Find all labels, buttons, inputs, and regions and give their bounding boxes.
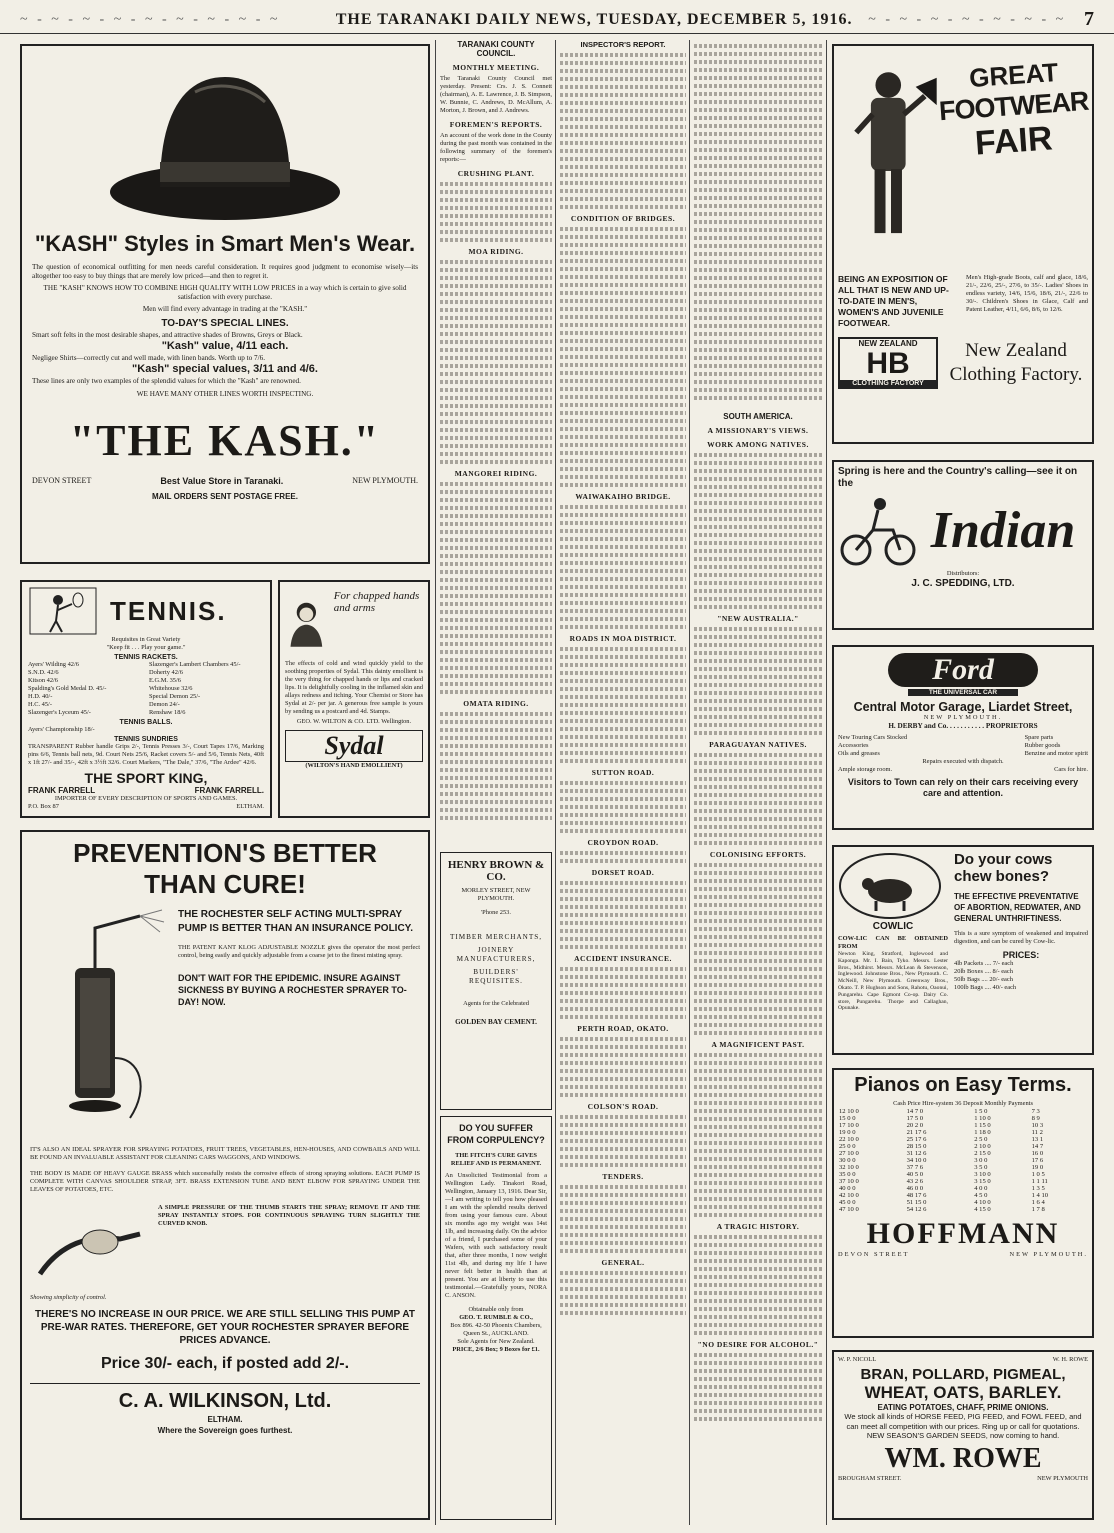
cowlic-advertisement xyxy=(832,845,1094,1055)
pianos-headline: Pianos on Easy Terms. xyxy=(854,1074,1072,1096)
piano-price-cell: 54 12 6 xyxy=(906,1206,927,1213)
racket-item: Whitehouse 32/6 xyxy=(149,685,193,692)
article-text-lines xyxy=(560,881,686,949)
racket-item: Slazenger's Lambert Chambers 45/- xyxy=(149,661,241,668)
wilkinson-company: C. A. WILKINSON, Ltd. xyxy=(30,1383,420,1413)
piano-price-cell: 1 1 11 xyxy=(1031,1178,1048,1185)
racket-item: Special Demon 25/- xyxy=(149,693,201,700)
sa-subhead-colonising: COLONISING EFFORTS. xyxy=(709,850,807,859)
hb-logo xyxy=(838,337,938,389)
county-subhead-moa: MOA RIDING. xyxy=(468,247,524,256)
rowe-street: BROUGHAM STREET. xyxy=(838,1474,902,1482)
tennis-box: P.O. Box 87 xyxy=(28,803,59,810)
piano-price-cell: 4 10 0 xyxy=(974,1199,991,1206)
piano-price-cell: 2 10 0 xyxy=(974,1143,991,1150)
piano-price-cell: 10 3 xyxy=(1031,1122,1044,1129)
sa-subhead-natives: PARAGUAYAN NATIVES. xyxy=(709,740,807,749)
rowe-line-bran: BRAN, POLLARD, PIGMEAL, xyxy=(860,1366,1066,1383)
county-subhead-meeting: MONTHLY MEETING. xyxy=(452,63,540,72)
piano-price-cell: 1 6 4 xyxy=(1031,1199,1045,1206)
inspector-subhead-dorset: DORSET ROAD. xyxy=(591,868,655,877)
ford-touring-cars: New Touring Cars Stocked xyxy=(838,734,908,741)
piano-price-cell: 2 5 0 xyxy=(974,1136,988,1143)
column-rule xyxy=(689,40,690,1525)
article-text-lines xyxy=(560,851,686,863)
rochester-price-note: THERE'S NO INCREASE IN OUR PRICE. WE ARE STILL SELLING THIS PUMP AT PRE-WAR RATES. THEREFORE, GET YOUR ROCHESTER SPRAYER BEFORE PRICES ADVANCE. xyxy=(35,1309,415,1346)
sydal-footer: (WILTON'S HAND EMOLLIENT) xyxy=(305,762,403,769)
ford-slogan: Visitors to Town can rely on their cars receiving every care and attention. xyxy=(847,777,1079,798)
piano-price-row xyxy=(838,1185,1088,1192)
kash-more-lines: WE HAVE MANY OTHER LINES WORTH INSPECTING. xyxy=(136,390,314,398)
rowe-town: NEW PLYMOUTH xyxy=(1037,1474,1088,1482)
motorcycle-rider-illustration xyxy=(838,490,918,570)
piano-price-cell: 28 15 0 xyxy=(906,1143,927,1150)
county-subhead-crushing: CRUSHING PLANT. xyxy=(457,169,535,178)
corpulency-sole-agents: Sole Agents for New Zealand. xyxy=(457,1338,535,1345)
piano-price-cell: 3 15 0 xyxy=(974,1178,991,1185)
cowlic-logo-text: COWLIC xyxy=(872,921,914,932)
masthead-title: THE TARANAKI DAILY NEWS, TUESDAY, DECEMBER 5, 1916. xyxy=(335,10,853,28)
ford-oils: Oils and greases xyxy=(838,750,880,757)
piano-price-cell: 27 10 0 xyxy=(839,1150,859,1157)
article-text-lines xyxy=(694,453,822,609)
rochester-uses: IT'S ALSO AN IDEAL SPRAYER FOR SPRAYING POTATOES, FRUIT TREES, VEGETABLES, HEN-HOUSES, AND COWBAILS AND WILL BE FOUND AN INVALUABLE ASSISTANT FOR CLEANING CARS WAGGONS, AND WINDOWS. xyxy=(30,1146,420,1161)
racket-item: S.N.D. 42/6 xyxy=(28,669,59,676)
racket-item: E.G.M. 35/6 xyxy=(149,677,181,684)
piano-price-row xyxy=(838,1171,1088,1178)
piano-price-cell: 3 10 0 xyxy=(974,1171,991,1178)
kash-town: NEW PLYMOUTH. xyxy=(352,476,418,485)
article-text-lines xyxy=(694,1053,822,1217)
kash-store-name: "THE KASH." xyxy=(69,416,381,465)
article-text-lines xyxy=(560,1185,686,1253)
indian-motorcycle-advertisement xyxy=(832,460,1094,630)
piano-price-cell: 11 2 xyxy=(1031,1129,1043,1136)
kash-special-felts: Smart soft felts in the most desirable shapes, and attractive shades of Browns, Greys or Black. xyxy=(32,331,303,339)
thumb-control-illustration xyxy=(30,1204,150,1294)
piano-price-cell: 14 7 0 xyxy=(906,1108,924,1115)
rowe-line-potatoes: EATING POTATOES, CHAFF, PRIME ONIONS. xyxy=(877,1403,1049,1412)
article-text-lines xyxy=(694,44,822,400)
article-text-lines xyxy=(560,781,686,833)
piano-price-cell: 3 5 0 xyxy=(974,1164,988,1171)
kash-intro: The question of economical outfitting for men needs careful consideration. It requires good judgment to economise wisely—its altogether too easy to buy things that are merely low priced—and then to regret it. xyxy=(32,263,418,280)
kash-specials-heading: TO-DAY'S SPECIAL LINES. xyxy=(161,318,289,329)
kash-special-shirts: Negligee Shirts—correctly cut and well made, with linen bands. Worth up to 7/6. xyxy=(32,354,266,362)
south-america-article xyxy=(694,40,822,1520)
piano-price-row xyxy=(838,1122,1088,1129)
piano-price-cell: 37 10 0 xyxy=(839,1178,859,1185)
inspector-heading: INSPECTOR'S REPORT. xyxy=(580,40,666,49)
hb-logo-factory: CLOTHING FACTORY xyxy=(840,380,936,387)
masthead-ornament-left: ~ - ~ - ~ - ~ - ~ - ~ - ~ - ~ - ~ xyxy=(20,11,281,27)
henry-brown-address: MORLEY STREET, NEW PLYMOUTH. xyxy=(461,887,531,902)
piano-price-row xyxy=(838,1192,1088,1199)
footwear-price-list: Men's High-grade Boots, calf and glace, 18/6, 21/-, 22/6, 25/-, 27/6, to 35/-. Ladies' Shoes in endless variety, 14/6, 15/6, 18/6, 21/-, 22/6 to 30/-. Children's Shoes in Glace, Calf and Patent Leather, 4/11, 6/6, 8/6, to 12/6. xyxy=(966,274,1088,313)
piano-price-cell: 45 0 0 xyxy=(839,1199,856,1206)
corpulency-agent-address: Box 896. 42-50 Phoenix Chambers, Queen St., AUCKLAND. xyxy=(450,1322,542,1337)
ford-town: NEW PLYMOUTH. xyxy=(923,714,1003,721)
column-rule xyxy=(826,40,827,1525)
piano-price-row xyxy=(838,1157,1088,1164)
sydal-advertisement xyxy=(278,580,430,818)
central-motor-garage: Central Motor Garage, Liardet Street, xyxy=(853,700,1073,714)
article-text-lines xyxy=(694,1353,822,1421)
henry-brown-builders: BUILDERS' REQUISITES. xyxy=(469,968,523,985)
woman-portrait-illustration xyxy=(285,586,328,658)
rowe-stock-text: We stock all kinds of HORSE FEED, PIG FEED, and FOWL FEED, and can meet all competition with our prices. Ring up or call for quotations. xyxy=(844,1412,1082,1431)
ford-benzine: Benzine and motor spirit xyxy=(1024,750,1088,757)
piano-price-cell: 1 7 8 xyxy=(1031,1206,1045,1213)
cowlic-price-item: 100lb Bags .... 40/- each xyxy=(954,984,1017,991)
corpulency-heading: DO YOU SUFFER FROM CORPULENCY? xyxy=(447,1123,545,1145)
piano-price-cell: 8 9 xyxy=(1031,1115,1040,1122)
cowlic-price-list xyxy=(954,960,1088,992)
ford-garage-advertisement xyxy=(832,645,1094,830)
piano-price-cell: 48 17 6 xyxy=(906,1192,927,1199)
cowlic-prices-heading: PRICES: xyxy=(1002,950,1040,960)
wilkinson-tagline: Where the Sovereign goes furthest. xyxy=(157,1426,293,1435)
tennis-rackets-list xyxy=(28,661,264,717)
rochester-epidemic-text: DON'T WAIT FOR THE EPIDEMIC. INSURE AGAINST SICKNESS BY BUYING A ROCHESTER SPRAYER TO-DAY! NOW. xyxy=(178,973,407,1007)
corpulency-price: PRICE, 2/6 Box; 9 Boxes for £1. xyxy=(452,1346,540,1353)
sa-subhead-new-australia: "NEW AUSTRALIA." xyxy=(717,614,799,623)
nz-clothing-factory-advertisement xyxy=(832,44,1094,444)
inspector-subhead-colson: COLSON'S ROAD. xyxy=(587,1102,659,1111)
racket-item: Doherty 42/6 xyxy=(149,669,183,676)
cowlic-headline: Do your cows chew bones? xyxy=(954,851,1053,885)
racket-item: Demon 24/- xyxy=(149,701,180,708)
rochester-price: Price 30/- each, if posted add 2/-. xyxy=(100,1355,350,1372)
kash-advantage-line: Men will find every advantage in trading at the "KASH." xyxy=(142,305,308,313)
henry-brown-cement: GOLDEN BAY CEMENT. xyxy=(455,1018,537,1026)
piano-price-cell: 22 10 0 xyxy=(839,1136,859,1143)
piano-price-cell: 4 15 0 xyxy=(974,1206,991,1213)
article-text-lines xyxy=(694,863,822,1035)
piano-price-row xyxy=(838,1108,1088,1115)
tennis-balls-heading: TENNIS BALLS. xyxy=(119,719,173,726)
cowlic-symptom: This is a sure symptom of weakened and impaired digestion, and can be cured by Cow-lic. xyxy=(954,930,1088,945)
article-text-lines xyxy=(694,1235,822,1335)
racket-item: Kitson 42/6 xyxy=(28,677,59,684)
article-text-lines xyxy=(440,182,552,242)
kash-headline: "KASH" Styles in Smart Men's Wear. xyxy=(34,231,416,256)
sa-subhead-alcohol: "NO DESIRE FOR ALCOHOL." xyxy=(697,1340,819,1349)
inspector-subhead-perth: PERTH ROAD, OKATO. xyxy=(577,1024,669,1033)
piano-price-row xyxy=(838,1164,1088,1171)
page-number: 7 xyxy=(1084,8,1094,30)
indian-distributors-label: Distributors: xyxy=(946,570,980,577)
man-with-boots-illustration xyxy=(838,50,939,270)
article-text-lines xyxy=(560,647,686,763)
ford-hire: Cars for hire. xyxy=(1054,766,1088,773)
piano-price-cell: 1 18 0 xyxy=(974,1129,991,1136)
rochester-side-pitch: THE ROCHESTER SELF ACTING MULTI-SPRAY PUMP IS BETTER THAN AN INSURANCE POLICY. xyxy=(178,909,414,934)
piano-price-cell: 17 6 xyxy=(1031,1157,1044,1164)
racket-item: H.C. 45/- xyxy=(28,701,52,708)
cowlic-agents: Newton King, Stratford, Inglewood and Kaponga. Mr. I. Bain, Tyko. Messrs. Lester Bros., Midhirst. Messrs. McLean & Stevenson, Inglewood. Johnstone Bros., New Plymouth. C. McNeill, New Plymouth. Greenway Bros., Okato. T. P. Hughson and Sons, Rahotu, Oaonui, Pungarehu. Cape Egmont Co-op. Dairy Co. store, Pungarehu. Thorpe and Callaghan, Opunake. xyxy=(838,951,948,1012)
column-rule xyxy=(435,40,436,1525)
piano-price-cell: 34 10 0 xyxy=(906,1157,927,1164)
rochester-body-text: THE BODY IS MADE OF HEAVY GAUGE BRASS which successfully resists the corrosive effects of strong spraying solutions. EACH PUMP IS COMPLETE WITH CANVAS SHOULDER STRAP, 3FT. BRASS EXTENSION TUBE AND BENT ELBOW FOR SPRAYING UNDER THE LEAVES OF POTATOES, ETC. xyxy=(30,1170,420,1193)
sydal-brand: Sydal xyxy=(285,730,423,762)
hat-illustration xyxy=(105,52,345,227)
piano-price-cell: 51 15 0 xyxy=(906,1199,927,1206)
corpulency-obtain: Obtainable only from xyxy=(468,1306,524,1313)
masthead-ornament-right: ~ - ~ - ~ - ~ - ~ - ~ - ~ xyxy=(868,11,1067,27)
rowe-seeds-text: NEW SEASON'S GARDEN SEEDS, now coming to hand. xyxy=(866,1431,1060,1440)
cowlic-price-item: 20lb Boxes .... 8/- each xyxy=(954,968,1013,975)
piano-price-cell: 42 10 0 xyxy=(839,1192,859,1199)
inspector-subhead-tenders: TENDERS. xyxy=(602,1172,644,1181)
south-america-heading: SOUTH AMERICA. xyxy=(723,412,793,421)
hoffmann-brand: HOFFMANN xyxy=(866,1217,1060,1250)
piano-price-cell: 40 0 0 xyxy=(839,1185,856,1192)
inspector-subhead-waiwakaiho: WAIWAKAIHO BRIDGE. xyxy=(575,492,671,501)
article-text-lines xyxy=(560,227,686,487)
tennis-subtitle: Requisites in Great Variety xyxy=(111,636,181,643)
pianos-price-table xyxy=(838,1108,1088,1213)
county-subhead-reports: FOREMEN'S REPORTS. xyxy=(449,120,543,129)
piano-price-cell: 12 10 0 xyxy=(839,1108,859,1115)
piano-price-cell: 17 5 0 xyxy=(906,1115,924,1122)
tennis-player-illustration xyxy=(28,586,98,636)
inspector-subhead-sutton: SUTTON ROAD. xyxy=(591,768,655,777)
inspector-subhead-general: GENERAL. xyxy=(601,1258,645,1267)
cowlic-obtain-heading: COW-LIC CAN BE OBTAINED FROM xyxy=(838,935,948,950)
article-text-lines xyxy=(560,1037,686,1097)
piano-price-cell: 1 0 5 xyxy=(1031,1171,1045,1178)
cowlic-preventative: THE EFFECTIVE PREVENTATIVE OF ABORTION, REDWATER, AND GENERAL UNTHRIFTINESS. xyxy=(954,892,1081,923)
piano-price-cell: 19 0 xyxy=(1031,1164,1044,1171)
wilkinson-town: ELTHAM. xyxy=(207,1415,243,1424)
cowlic-price-item: 4lb Packets .... 7/- each xyxy=(954,960,1014,967)
county-subhead-omata: OMATA RIDING. xyxy=(463,699,529,708)
piano-price-cell: 32 10 0 xyxy=(839,1164,859,1171)
tennis-owner-right: FRANK FARRELL. xyxy=(194,786,264,795)
rochester-headline-2: THAN CURE! xyxy=(144,869,306,899)
rowe-left-name: W. P. NICOLL xyxy=(838,1356,877,1363)
tennis-advertisement xyxy=(20,580,272,818)
ford-spare-parts: Spare parts xyxy=(1024,734,1054,741)
hoffmann-street: DEVON STREET xyxy=(838,1251,910,1258)
piano-price-cell: 3 0 0 xyxy=(974,1157,988,1164)
column-rule xyxy=(555,40,556,1525)
piano-price-cell: 31 12 6 xyxy=(906,1150,927,1157)
sa-subhead-past: A MAGNIFICENT PAST. xyxy=(711,1040,805,1049)
ford-logo-text: Ford xyxy=(932,653,994,686)
cowlic-price-item: 50lb Bags .... 20/- each xyxy=(954,976,1013,983)
sa-subhead-missionary: A MISSIONARY'S VIEWS. xyxy=(707,426,809,435)
kash-special-felts-price: "Kash" value, 4/11 each. xyxy=(161,340,289,352)
rowe-line-wheat: WHEAT, OATS, BARLEY. xyxy=(864,1383,1062,1402)
piano-price-row xyxy=(838,1178,1088,1185)
piano-price-row xyxy=(838,1129,1088,1136)
henry-brown-name: HENRY BROWN & CO. xyxy=(447,859,545,883)
racket-item: H.D. 40/- xyxy=(28,693,53,700)
tennis-title: TENNIS. xyxy=(110,595,227,626)
piano-price-cell: 1 10 0 xyxy=(974,1115,991,1122)
piano-price-cell: 25 0 0 xyxy=(839,1143,856,1150)
piano-price-cell: 1 3 5 xyxy=(1031,1185,1045,1192)
rochester-nozzle-text: THE PATENT KANT KLOG ADJUSTABLE NOZZLE gives the operator the most perfect control, being easily and quickly adjustable from a coarse jet to the finest misting spray. xyxy=(178,944,420,959)
footwear-banner-footwear: FOOTWEAR xyxy=(937,85,1089,127)
article-text-lines xyxy=(694,753,822,845)
rowe-name: WM. ROWE xyxy=(884,1442,1042,1474)
tennis-balls: Ayers' Championship 18/- xyxy=(28,726,95,733)
tennis-rackets-heading: TENNIS RACKETS. xyxy=(114,654,178,661)
indian-distributor-company: J. C. SPEDDING, LTD. xyxy=(911,578,1015,589)
ford-storage: Ample storage room. xyxy=(838,766,893,773)
nz-clothing-factory-title: New Zealand Clothing Factory. xyxy=(949,340,1083,385)
henry-brown-agents: Agents for the Celebrated xyxy=(463,1000,529,1007)
inspector-subhead-moa-roads: ROADS IN MOA DISTRICT. xyxy=(569,634,677,643)
footwear-banner-great: GREAT xyxy=(967,56,1059,94)
county-paragraph-summary: An account of the work done in the County during the past month was contained in the following summary of the foremen's reports:— xyxy=(440,132,552,163)
inspector-subhead-croydon: CROYDON ROAD. xyxy=(587,838,659,847)
piano-price-cell: 1 5 0 xyxy=(974,1108,988,1115)
article-text-lines xyxy=(560,1271,686,1315)
piano-price-cell: 4 0 0 xyxy=(974,1185,988,1192)
article-text-lines xyxy=(440,712,552,820)
sa-subhead-work: WORK AMONG NATIVES. xyxy=(707,440,809,449)
kash-advertisement xyxy=(20,44,430,564)
kash-street: DEVON STREET xyxy=(32,476,92,485)
piano-price-cell: 20 2 0 xyxy=(906,1122,924,1129)
article-text-lines xyxy=(560,53,686,209)
rochester-thumb-text: A SIMPLE PRESSURE OF THE THUMB STARTS THE SPRAY; REMOVE IT AND THE SPRAY INSTANTLY STOPS. FOR CONTINUOUS SPRAYING TURN SLIGHTLY THE CURVED KNOB. xyxy=(158,1204,420,1227)
ford-repairs: Repairs executed with dispatch. xyxy=(922,758,1004,765)
sport-king-name: THE SPORT KING, xyxy=(84,770,208,786)
piano-price-cell: 14 7 xyxy=(1031,1143,1044,1150)
piano-price-cell: 37 7 6 xyxy=(906,1164,924,1171)
corpulency-advertisement xyxy=(440,1116,552,1520)
henry-brown-timber: TIMBER MERCHANTS, xyxy=(449,933,543,941)
sydal-text: The effects of cold and wind quickly yield to the soothing properties of Sydal. This dainty emollient is the very thing for chapped hands or lips and cracked lips. It is delightfully cooling in the inflamed skin and allays redness and itching. Your Chemist or Store has Sydal at 2/- per jar. A generous free sample is yours by sending us a postcard and 4d. Stamps. xyxy=(285,660,423,715)
kash-special-shirts-price: "Kash" special values, 3/11 and 4/6. xyxy=(132,363,318,375)
racket-item: Renshaw 18/6 xyxy=(149,709,186,716)
masthead xyxy=(0,6,1114,34)
hoffmann-town: NEW PLYMOUTH. xyxy=(1009,1251,1088,1258)
piano-price-cell: 30 0 0 xyxy=(839,1157,856,1164)
piano-price-cell: 1 4 10 xyxy=(1031,1192,1049,1199)
inspector-subhead-bridges: CONDITION OF BRIDGES. xyxy=(570,214,676,223)
piano-price-cell: 2 15 0 xyxy=(974,1150,991,1157)
piano-price-row xyxy=(838,1150,1088,1157)
piano-price-row xyxy=(838,1143,1088,1150)
piano-price-cell: 13 1 xyxy=(1031,1136,1044,1143)
kash-tagline: Best Value Store in Taranaki. xyxy=(160,476,284,486)
piano-price-cell: 47 10 0 xyxy=(839,1206,859,1213)
piano-price-cell: 40 5 0 xyxy=(906,1171,924,1178)
pianos-column-heads: Cash Price Hire-system 36 Deposit Monthly Payments xyxy=(893,1100,1033,1107)
footwear-exposition-text: BEING AN EXPOSITION OF ALL THAT IS NEW AND UP-TO-DATE IN MEN'S, WOMEN'S AND JUVENILE FOOTWEAR. xyxy=(838,274,949,328)
rochester-advertisement xyxy=(20,830,430,1520)
piano-price-cell: 7 3 xyxy=(1031,1108,1040,1115)
sa-subhead-tragic: A TRAGIC HISTORY. xyxy=(716,1222,800,1231)
piano-price-cell: 15 0 0 xyxy=(839,1115,856,1122)
article-text-lines xyxy=(440,482,552,694)
rowe-right-name: W. H. ROWE xyxy=(1052,1356,1088,1363)
piano-price-cell: 43 2 6 xyxy=(906,1178,924,1185)
tennis-motto: "Keep fit . . . Play your game." xyxy=(106,644,186,651)
kash-mail-orders: MAIL ORDERS SENT POSTAGE FREE. xyxy=(152,492,298,501)
tennis-owner: FRANK FARRELL xyxy=(28,786,96,795)
henry-brown-joinery: JOINERY MANUFACTURERS, xyxy=(456,946,536,963)
rochester-caption: Showing simplicity of control. xyxy=(30,1294,107,1301)
piano-price-cell: 35 0 0 xyxy=(839,1171,856,1178)
corpulency-agent: GEO. T. RUMBLE & CO., xyxy=(459,1314,533,1321)
piano-price-cell: 21 17 6 xyxy=(906,1129,927,1136)
sydal-company: GEO. W. WILTON & CO. LTD. Wellington. xyxy=(296,718,412,725)
racket-item: Spalding's Gold Medal D. 45/- xyxy=(28,685,107,692)
sprayer-pump-illustration xyxy=(30,908,170,1138)
indian-headline: Spring is here and the Country's calling—see it on the xyxy=(838,466,1078,489)
county-subhead-mangorei: MANGOREI RIDING. xyxy=(454,469,538,478)
henry-brown-phone: 'Phone 253. xyxy=(481,909,511,916)
inspector-report-article xyxy=(560,40,686,1520)
piano-price-row xyxy=(838,1136,1088,1143)
article-text-lines xyxy=(694,627,822,735)
rowe-produce-advertisement xyxy=(832,1350,1094,1520)
kash-note: These lines are only two examples of the splendid values for which the "Kash" are renowned. xyxy=(32,377,301,385)
article-text-lines xyxy=(560,505,686,629)
footwear-banner-fair: FAIR xyxy=(973,119,1054,163)
piano-price-cell: 46 0 0 xyxy=(906,1185,924,1192)
piano-price-row xyxy=(838,1115,1088,1122)
ford-rubber-goods: Rubber goods xyxy=(1024,742,1061,749)
indian-brand: Indian xyxy=(930,501,1076,559)
hb-logo-country: NEW ZEALAND xyxy=(858,339,918,348)
rochester-headline-1: PREVENTION'S BETTER xyxy=(73,838,377,868)
tennis-sundries-heading: TENNIS SUNDRIES xyxy=(114,736,178,743)
cow-emblem-illustration xyxy=(838,851,943,921)
ford-accessories: Accessories xyxy=(838,742,869,749)
corpulency-subheading: THE FITCH'S CURE GIVES RELIEF AND IS PERMANENT. xyxy=(450,1152,542,1167)
county-paragraph-members: The Taranaki County Council met yesterday. Present: Crs. J. S. Connett (chairman), A. E. Lawrence, J. B. Simpson, W. Bunnie, C. Andrews, D. McAllum, A. Morton, J. Brown, and J. Andrews. xyxy=(440,75,552,114)
ford-strip: THE UNIVERSAL CAR xyxy=(908,689,1018,696)
ford-logo xyxy=(888,653,1038,687)
piano-price-row xyxy=(838,1206,1088,1213)
racket-item: Ayers' Wilding 42/6 xyxy=(28,661,79,668)
pianos-advertisement xyxy=(832,1068,1094,1338)
piano-price-cell: 25 17 6 xyxy=(906,1136,927,1143)
piano-price-cell: 19 0 0 xyxy=(839,1129,856,1136)
corpulency-testimonial: An Unsolicited Testimonial from a Wellington Lady. Tinakori Road, Wellington, January 13, 1916. Dear Sir,—I am writing to tell you how pleased I am with the splendid results derived from using your famous cure. About six months ago my weight was 14st 1lb, and increasing daily. On the advice of a friend, I purchased some of your Wafers, with such satisfactory result that, after three months, I now weight 11st 4lb, and during my life I have never felt better in health than at present. You are at liberty to use this testimonial.—Gratefully yours, NORA C. ANSON. xyxy=(445,1172,547,1299)
tennis-town: ELTHAM. xyxy=(236,803,264,810)
county-council-heading: TARANAKI COUNTY COUNCIL. xyxy=(457,40,535,58)
tennis-importer: IMPORTER OF EVERY DESCRIPTION OF SPORTS AND GAMES. xyxy=(54,795,238,802)
article-text-lines xyxy=(560,967,686,1019)
article-text-lines xyxy=(560,1115,686,1167)
piano-price-cell: 4 5 0 xyxy=(974,1192,988,1199)
hb-logo-letters: HB xyxy=(866,347,910,380)
article-text-lines xyxy=(440,260,552,464)
piano-price-cell: 17 10 0 xyxy=(839,1122,859,1129)
kash-quality-line: THE "KASH" KNOWS HOW TO COMBINE HIGH QUALITY WITH LOW PRICES in a way which is certain to give solid satisfaction with every purchase. xyxy=(43,284,407,301)
ford-proprietors: H. DERBY and Co. . . . . . . . . . . PROPRIETORS xyxy=(888,722,1038,730)
sydal-script-headline: For chapped hands and arms xyxy=(333,590,420,614)
piano-price-cell: 16 0 xyxy=(1031,1150,1044,1157)
tennis-sundries: TRANSPARENT Rubber handle Grips 2/-, Tennis Presses 3/-, Court Tapes 17/6, Marking pins 6/6, Tennis ball nets, 9d. Court Nets 25/6, Racket covers 5/- and 5/6, Tennis Nets, 40ft x 1ft 27/- and 35/-, 42ft x 3½ft 32/6. Court Markers, "The Dale," 37/6, "The Ardee" 42/6. xyxy=(28,743,264,766)
piano-price-row xyxy=(838,1199,1088,1206)
inspector-subhead-accident: ACCIDENT INSURANCE. xyxy=(574,954,672,963)
henry-brown-advertisement xyxy=(440,852,552,1110)
piano-price-cell: 1 15 0 xyxy=(974,1122,991,1129)
racket-item: Slazenger's Lyceum 45/- xyxy=(28,709,91,716)
